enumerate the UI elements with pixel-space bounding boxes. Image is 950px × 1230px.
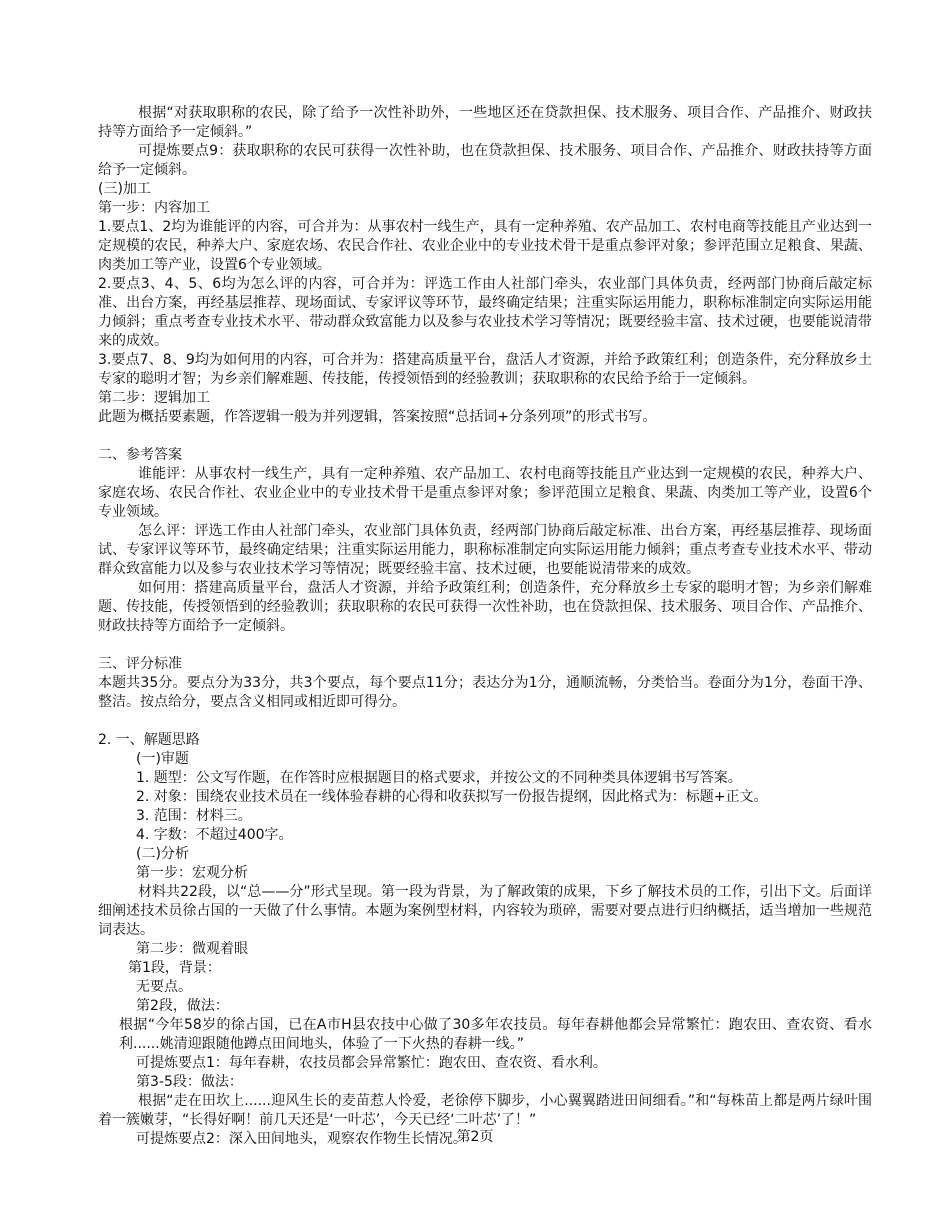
paragraph: 无要点。 [136, 979, 192, 995]
paragraph: 此题为概括要素题，作答逻辑一般为并列逻辑，答案按照“总括词+分条列项”的形式书写。 [98, 409, 657, 425]
paragraph: 第2段，做法： [136, 998, 229, 1014]
step-heading: 第一步：内容加工 [98, 200, 210, 216]
paragraph: 可提炼要点9：获取职称的农民可获得一次性补助，也在贷款担保、技术服务、项目合作、产品推介、财政扶持等方面给予一定倾斜。 [98, 143, 872, 178]
paragraph: 材料共22段，以“总——分”形式呈现。第一段为背景，为了解政策的成果，下乡了解技术员的工作，引出下文。后面详细阐述技术员徐占国的一天做了什么事情。本题为案例型材料，内容较为琐碎，需要对要点进行归纳概括，适当增加一些规范词表达。 [98, 884, 872, 938]
section-heading: 二、参考答案 [98, 447, 182, 463]
paragraph: 本题共35分。要点分为33分，共3个要点，每个要点11分；表达分为1分，通顺流畅，分类恰当。卷面分为1分，卷面干净、整洁。按点给分，要点含义相同或相近即可得分。 [98, 675, 872, 710]
paragraph: 3.要点7、8、9均为如何用的内容，可合并为：搭建高质量平台，盘活人才资源，并给予政策红利；创造条件，充分释放乡土专家的聪明才智；为乡亲们解难题、传技能，传授领悟到的经验教训；获取职称的农民给予给于一定倾斜。 [98, 352, 872, 387]
document-body [98, 104, 872, 1149]
paragraph: 第1段，背景： [128, 960, 221, 976]
section-heading: 三、评分标准 [98, 656, 182, 672]
paragraph: 怎么评：评选工作由人社部门牵头，农业部门具体负责，经两部门协商后敲定标准、出台方案，再经基层推荐、现场面试、专家评议等环节，最终确定结果；注重实际运用能力，职称标准制定向实际运用能力倾斜；重点考查专业技术水平、带动群众致富能力以及参与农业技术学习等情况；既要经验丰富、技术过硬，也要能说清带来的成效。 [98, 523, 872, 577]
subsection-heading: (二)分析 [136, 846, 189, 862]
section-heading: (三)加工 [98, 181, 151, 197]
paragraph: 如何用：搭建高质量平台，盘活人才资源，并给予政策红利；创造条件，充分释放乡土专家的聪明才智；为乡亲们解难题、传技能，传授领悟到的经验教训；获取职称的农民可获得一次性补助，也在贷款担保、技术服务、项目合作、产品推介、财政扶持等方面给予一定倾斜。 [98, 580, 872, 634]
list-item: 4. 字数：不超过400字。 [136, 827, 293, 843]
paragraph: 1.要点1、2均为谁能评的内容，可合并为：从事农村一线生产，具有一定种养殖、农产品加工、农村电商等技能且产业达到一定规模的农民，种养大户、家庭农场、农民合作社、农业企业中的专业技术骨干是重点参评对象；参评范围立足粮食、果蔬、肉类加工等产业，设置6个专业领域。 [98, 219, 872, 273]
page-number: 第2页 [456, 1129, 494, 1145]
question-heading: 2. 一、解题思路 [98, 732, 200, 748]
paragraph: 可提炼要点1：每年春耕，农技员都会异常繁忙：跑农田、查农资、看水利。 [136, 1055, 607, 1071]
list-item: 1. 题型：公文写作题，在作答时应根据题目的格式要求，并按公文的不同种类具体逻辑书写答案。 [136, 770, 742, 786]
step-heading: 第二步：微观着眼 [136, 941, 248, 957]
paragraph: 2.要点3、4、5、6均为怎么评的内容，可合并为：评选工作由人社部门牵头，农业部门具体负责，经两部门协商后敲定标准、出台方案，再经基层推荐、现场面试、专家评议等环节，最终确定结果；注重实际运用能力，职称标准制定向实际运用能力倾斜；重点考查专业技术水平、带动群众致富能力以及参与农业技术学习等情况；既要经验丰富、技术过硬，也要能说清带来的成效。 [98, 276, 872, 349]
paragraph: 第3-5段：做法： [136, 1074, 243, 1090]
paragraph: 可提炼要点2：深入田间地头，观察农作物生长情况。 [136, 1131, 467, 1147]
list-item: 3. 范围：材料三。 [136, 808, 252, 824]
paragraph: 根据“对获取职称的农民，除了给予一次性补助外，一些地区还在贷款担保、技术服务、项目合作、产品推介、财政扶持等方面给予一定倾斜。” [98, 105, 872, 140]
step-heading: 第一步：宏观分析 [136, 865, 248, 881]
list-item: 2. 对象：围绕农业技术员在一线体验春耕的心得和收获拟写一份报告提纲，因此格式为：标题+正文。 [136, 789, 768, 805]
subsection-heading: (一)审题 [136, 751, 189, 767]
paragraph: 根据“走在田坎上......迎风生长的麦苗惹人怜爱，老徐停下脚步，小心翼翼踏进田间细看。”和“每株苗上都是两片绿叶围着一簇嫩芽，“长得好啊！前几天还是‘一叶芯’，今天已经‘二叶芯’了！” [98, 1093, 872, 1128]
paragraph: 谁能评：从事农村一线生产，具有一定种养殖、农产品加工、农村电商等技能且产业达到一定规模的农民，种养大户、家庭农场、农民合作社、农业企业中的专业技术骨干是重点参评对象；参评范围立足粮食、果蔬、肉类加工等产业，设置6个专业领域。 [98, 466, 872, 520]
step-heading: 第二步：逻辑加工 [98, 390, 210, 406]
paragraph: 根据“今年58岁的徐占国，已在A市H县农技中心做了30多年农技员。每年春耕他都会异常繁忙：跑农田、查农资、看水利......姚清迎跟随他蹲点田间地头，体验了一下火热的春耕一线。” [119, 1017, 872, 1052]
